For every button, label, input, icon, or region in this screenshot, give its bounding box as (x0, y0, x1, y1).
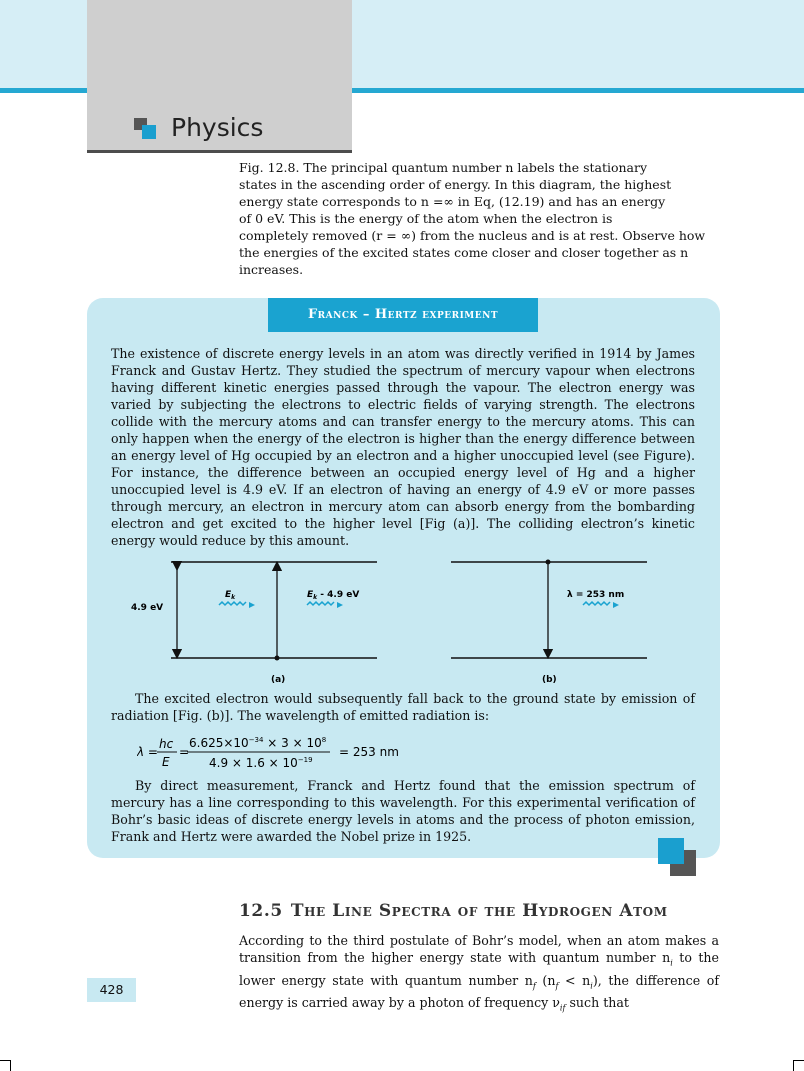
eq-frac1-den: E (162, 755, 170, 769)
box-paragraph-3: By direct measurement, Franck and Hertz found that the emission spectrum of mercury has a line corresponding to this wavelength. For this experimental verification of Bohr’s basic ideas of discrete energy levels in atoms and the process of photon emission, Frank and Hertz were awarded the Nobel prize in 1925. (111, 778, 695, 844)
header-tab-rule (87, 150, 352, 153)
eq-equals: = (179, 745, 190, 759)
ek-sub: k (231, 594, 236, 601)
running-head: Physics (171, 113, 264, 142)
eq-num-exp: −34 (248, 736, 264, 744)
caption-line: energy state corresponds to n =∞ in Eq, (12.19) and has an energy (239, 194, 666, 209)
label-a: (a) (271, 675, 286, 685)
lambda-label: λ = 253 nm (567, 590, 625, 600)
gap-label: 4.9 eV (131, 603, 164, 613)
eq-num-exp2: 8 (321, 736, 327, 744)
eq-num: 6.625×10 (189, 736, 249, 750)
caption-line: of 0 eV. This is the energy of the atom when the electron is (239, 211, 613, 226)
scattered-electron-wave (307, 602, 334, 605)
crop-mark-bottom-right (793, 1060, 804, 1071)
svg-text:4.9 × 1.6 × 10−19 (209, 756, 313, 770)
caption-line: states in the ascending order of energy. In this diagram, the highest (239, 177, 672, 192)
eq-frac1-num: hc (159, 737, 174, 751)
eq-den: 4.9 × 1.6 × 10 (209, 756, 298, 770)
ek-label: E (225, 590, 232, 600)
box-paragraph-1: The existence of discrete energy levels in an atom was directly verified in 1914 by James Franck and Gustav Hertz. They studied the spectrum of mercury vapour when electrons having different kinetic energies passed through the vapour. The electron energy was varied by subjecting the electrons to electric fields of varying strength. The electrons collide with the mercury atoms and can transfer energy to the mercury atoms. This can only happen when the energy of the electron is higher than the energy difference between an energy level of Hg occupied by an electron and a higher unoccupied level (see Figure). For instance, the difference between an occupied energy level of Hg and a higher unoccupied level is 4.9 eV. If an electron of having an energy of 4.9 eV or more passes through mercury, an electron in mercury atom can absorb energy from the bombarding electron and get excited to the higher level [Fig (a)]. The colliding electron’s kinetic energy would reduce by this amount. (111, 346, 695, 548)
energy-level-diagram (111, 552, 695, 690)
section-number: 12.5 (239, 901, 283, 921)
svg-text:Ek - 4.9 eV (307, 590, 359, 601)
caption-line: completely removed (r = ∞) from the nucleus and is at rest. Observe how (239, 228, 706, 243)
ek-minus-label: E (307, 590, 314, 600)
wavelength-equation (137, 732, 437, 772)
eq-lhs: λ = (137, 745, 158, 759)
photon-wave (583, 602, 610, 605)
svg-text:6.625×10−34 × 3 × 108 (189, 736, 326, 750)
box-paragraph-2: The excited electron would subsequently fall back to the ground state by emission of radiation [Fig. (b)]. The wavelength of emitted radiation is: (111, 691, 695, 723)
ek-minus-rest: - 4.9 eV (317, 590, 360, 600)
eq-num-rest: × 3 × 10 (263, 736, 322, 750)
eq-den-exp: −19 (297, 756, 313, 764)
incident-electron-wave (219, 602, 246, 605)
page-number: 428 (87, 978, 136, 1002)
info-box-title: Franck – Hertz experiment (268, 298, 538, 332)
box-corner-square-icon (658, 838, 698, 878)
section-title: The Line Spectra of the Hydrogen Atom (290, 901, 668, 921)
crop-mark-bottom-left (0, 1060, 11, 1071)
caption-line: Fig. 12.8. The principal quantum number n labels the stationary (239, 160, 648, 175)
figure-caption (239, 159, 719, 278)
ek-minus-sub: k (313, 594, 318, 601)
eq-result: = 253 nm (339, 745, 399, 759)
section-heading (239, 901, 668, 921)
caption-line: increases. (239, 262, 304, 277)
section-square-icon (134, 118, 158, 140)
section-paragraph: According to the third postulate of Bohr’s model, when an atom makes a transition from the higher energy state with quantum number $n_i$ to the lower energy state with quantum number $n_f$ $(n_f < n_i)$, the difference of energy is carried away by a photon of frequency $\nu_{if}$ such that (239, 933, 720, 1013)
svg-text:Ek (225, 590, 236, 601)
caption-line: the energies of the excited states come closer and closer together as n (239, 245, 689, 260)
label-b: (b) (542, 675, 557, 685)
